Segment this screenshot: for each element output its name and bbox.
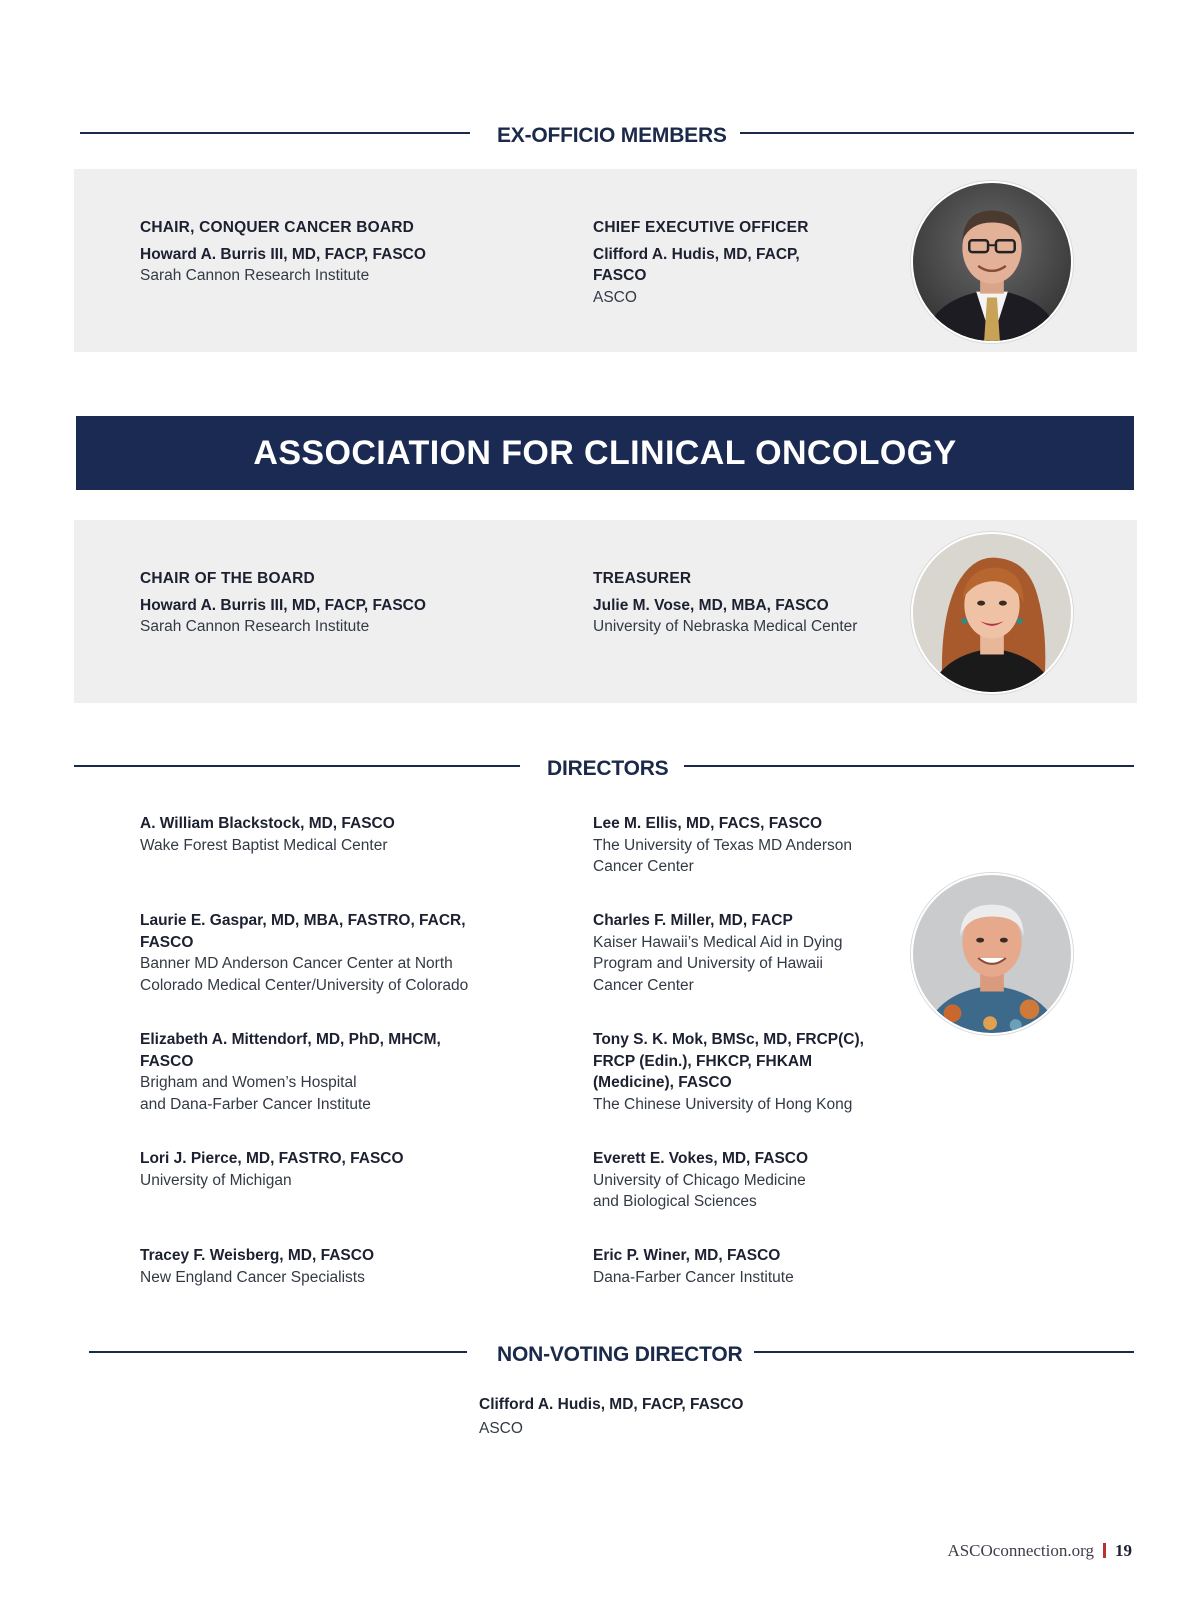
director-name: Everett E. Vokes, MD, FASCO <box>593 1150 809 1167</box>
director-entry <box>140 813 395 856</box>
director-entry <box>140 1029 441 1115</box>
role-label: TREASURER <box>593 570 692 587</box>
director-name: Tracey F. Weisberg, MD, FASCO <box>140 1247 375 1264</box>
section-rule-right <box>684 765 1134 767</box>
director-name-cont: FASCO <box>140 933 194 951</box>
portrait-woman-icon <box>913 534 1071 692</box>
organization-banner: ASSOCIATION FOR CLINICAL ONCOLOGY <box>76 416 1134 490</box>
director-org-cont: Cancer Center <box>593 976 694 994</box>
director-name: Clifford A. Hudis, MD, FACP, FASCO <box>479 1396 744 1413</box>
director-org: Wake Forest Baptist Medical Center <box>140 836 388 854</box>
site-link[interactable]: ASCOconnection.org <box>947 1541 1094 1560</box>
director-name-cont: (Medicine), FASCO <box>593 1074 732 1091</box>
member-org: ASCO <box>593 288 637 306</box>
chair-entry <box>140 568 426 638</box>
section-title-ex-officio: EX-OFFICIO MEMBERS <box>497 124 727 147</box>
member-name: Clifford A. Hudis, MD, FACP, <box>593 245 800 263</box>
director-name: Elizabeth A. Mittendorf, MD, PhD, MHCM, <box>140 1031 441 1048</box>
section-rule-left <box>80 132 470 134</box>
director-org: The University of Texas MD Anderson <box>593 836 853 854</box>
ex-officio-left-entry <box>140 217 426 287</box>
member-name: Julie M. Vose, MD, MBA, FASCO <box>593 596 829 614</box>
member-org: Sarah Cannon Research Institute <box>140 267 370 284</box>
role-label: CHAIR OF THE BOARD <box>140 570 315 587</box>
director-name: A. William Blackstock, MD, FASCO <box>140 815 395 832</box>
non-voting-entry <box>479 1393 743 1441</box>
director-entry <box>140 1245 374 1288</box>
director-org: ASCO <box>479 1420 523 1437</box>
section-title-non-voting: NON-VOTING DIRECTOR <box>497 1343 743 1366</box>
director-name-cont: FASCO <box>140 1052 194 1070</box>
director-name: Tony S. K. Mok, BMSc, MD, FRCP(C), <box>593 1031 864 1048</box>
director-org: Dana-Farber Cancer Institute <box>593 1268 794 1286</box>
section-rule-right <box>754 1351 1134 1353</box>
director-org: Kaiser Hawaii’s Medical Aid in Dying <box>593 933 843 951</box>
director-entry <box>593 1245 794 1288</box>
section-title-directors: DIRECTORS <box>547 757 669 780</box>
member-org: Sarah Cannon Research Institute <box>140 618 370 635</box>
portrait-man-icon <box>913 183 1071 341</box>
treasurer-entry <box>593 568 857 638</box>
director-org: New England Cancer Specialists <box>140 1268 365 1286</box>
director-name: Charles F. Miller, MD, FACP <box>593 912 793 929</box>
ex-officio-right-entry <box>593 217 809 308</box>
director-org: Brigham and Women’s Hospital <box>140 1074 357 1091</box>
director-name: Lori J. Pierce, MD, FASTRO, FASCO <box>140 1150 404 1167</box>
director-entry <box>140 1148 404 1191</box>
portrait-photo-treasurer <box>911 532 1073 694</box>
director-org-cont: Cancer Center <box>593 858 694 875</box>
director-org: University of Chicago Medicine <box>593 1171 806 1189</box>
director-name: Lee M. Ellis, MD, FACS, FASCO <box>593 815 823 832</box>
member-org: University of Nebraska Medical Center <box>593 618 858 635</box>
role-label: CHIEF EXECUTIVE OFFICER <box>593 219 809 236</box>
director-org: Banner MD Anderson Cancer Center at North <box>140 955 453 972</box>
portrait-older-man-icon <box>913 875 1071 1033</box>
member-name-cont: FASCO <box>593 267 647 284</box>
director-org-cont: Colorado Medical Center/University of Colorado <box>140 976 469 994</box>
director-entry <box>140 910 468 996</box>
director-name: Laurie E. Gaspar, MD, MBA, FASTRO, FACR, <box>140 912 466 929</box>
director-entry <box>593 813 852 878</box>
section-rule-right <box>740 132 1134 134</box>
director-name-cont: FRCP (Edin.), FHKCP, FHKAM <box>593 1052 813 1070</box>
director-org: The Chinese University of Hong Kong <box>593 1095 853 1113</box>
director-org-cont: and Dana-Farber Cancer Institute <box>140 1095 371 1113</box>
member-name: Howard A. Burris III, MD, FACP, FASCO <box>140 245 426 263</box>
director-org-cont: Program and University of Hawaii <box>593 955 824 972</box>
portrait-photo-ceo <box>911 181 1073 343</box>
director-name: Eric P. Winer, MD, FASCO <box>593 1247 781 1264</box>
member-name: Howard A. Burris III, MD, FACP, FASCO <box>140 596 426 614</box>
director-entry <box>593 1148 808 1213</box>
role-label: CHAIR, CONQUER CANCER BOARD <box>140 219 415 236</box>
section-rule-left <box>89 1351 467 1353</box>
director-org-cont: and Biological Sciences <box>593 1193 757 1210</box>
page-footer <box>947 1541 1132 1561</box>
page-number: 19 <box>1115 1541 1132 1560</box>
section-rule-left <box>74 765 520 767</box>
director-entry <box>593 910 843 996</box>
director-org: University of Michigan <box>140 1171 292 1189</box>
director-entry <box>593 1029 864 1115</box>
footer-divider <box>1103 1543 1106 1558</box>
portrait-photo-director <box>911 873 1073 1035</box>
